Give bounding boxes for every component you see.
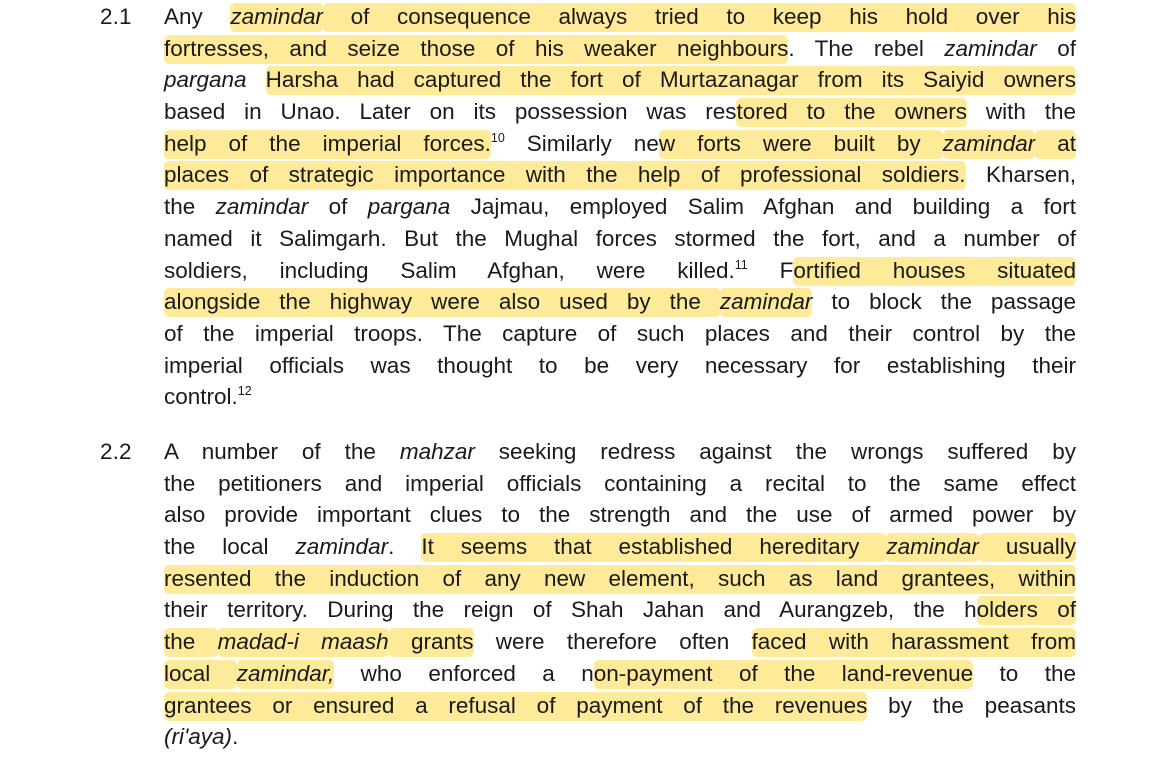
text-line: [164, 64, 1076, 96]
text-run: seeking redress against the wrongs suffered by: [474, 439, 1077, 464]
text-run: Jajmau, employed Salim Afghan and building a fort: [450, 194, 1076, 220]
highlight: [164, 692, 867, 721]
italic-term: zamindar: [295, 534, 389, 560]
text-run: It seems that established hereditary: [421, 534, 887, 560]
italic-term: zamindar: [719, 289, 813, 315]
italic-term: zamindar,: [236, 660, 335, 686]
text-line: [164, 690, 1076, 722]
text-line: [164, 223, 1076, 255]
highlight: [886, 533, 979, 562]
text-run: on-payment of the land-revenue: [593, 660, 974, 686]
text-run: imperial officials was thought to be very necessary for establishing their: [164, 352, 1076, 378]
paragraph-number: 2.2: [100, 439, 132, 464]
text-run: at: [1035, 130, 1076, 156]
text-run: their territory. During the reign of Shah Jahan and Aurangzeb, the h: [164, 597, 977, 623]
text-run: the local: [164, 534, 296, 560]
text-run: Any: [164, 4, 231, 29]
text-run: the petitioners and imperial officials containing a recital to the same effect: [164, 470, 1076, 496]
text-run: ortified houses situated: [793, 257, 1076, 283]
highlight: [421, 533, 886, 562]
text-run: soldiers, including Salim Afghan, were killed.: [164, 257, 735, 283]
text-run: [247, 67, 266, 92]
text-run: places of strategic importance with the help of professional soldiers.: [164, 162, 966, 188]
text-run: control.: [164, 384, 238, 410]
text-line: [164, 96, 1076, 128]
highlight: [164, 130, 491, 159]
text-line: [164, 159, 1076, 191]
text-line: [164, 626, 1076, 658]
text-line: [164, 531, 1076, 563]
text-run: were therefore often: [473, 629, 752, 655]
highlight: [594, 660, 973, 689]
text-line: [164, 381, 1076, 413]
text-run: also provide important clues to the strength and the use of armed power by: [164, 502, 1076, 528]
text-line: [164, 499, 1076, 531]
text-run: with the: [966, 99, 1077, 125]
text-line: [164, 191, 1076, 223]
footnote-marker: 12: [237, 384, 252, 399]
text-run: olders of: [976, 597, 1076, 623]
italic-term: zamindar: [886, 534, 979, 560]
text-run: by the peasants: [867, 692, 1076, 718]
text-run: F: [747, 257, 794, 283]
highlight: [237, 660, 335, 689]
text-run: of: [1036, 35, 1076, 61]
text-line: [164, 318, 1076, 350]
paragraph-body: [164, 436, 1076, 753]
text-line: [164, 128, 1076, 160]
text-line: [164, 468, 1076, 500]
highlight: [164, 628, 218, 657]
text-run: faced with harassment from: [751, 629, 1076, 655]
footnote-marker: 10: [490, 130, 505, 145]
highlight: [752, 628, 1076, 657]
text-run: fortresses, and seize those of his weaker neighbours: [164, 35, 789, 61]
text-run: help of the imperial forces.: [164, 130, 491, 156]
text-line: [164, 658, 1076, 690]
text-run: w forts were built by: [658, 130, 943, 156]
text-run: named it Salimgarh. But the Mughal forces stormed the fort, and a number of: [164, 225, 1076, 251]
highlight: [230, 3, 323, 32]
highlight: [389, 628, 474, 657]
highlight: [164, 565, 1076, 594]
text-run: the: [164, 194, 216, 220]
text-run: to block the passage: [812, 289, 1076, 315]
text-run: .: [388, 534, 422, 560]
text-run: of consequence always tried to keep his hold over his: [322, 4, 1076, 29]
text-line: [164, 563, 1076, 595]
text-run: grants: [388, 629, 474, 655]
highlight: [720, 288, 813, 317]
text-line: [164, 286, 1076, 318]
highlight: [659, 130, 943, 159]
italic-term: zamindar: [230, 4, 323, 29]
text-run: A number of the: [164, 439, 400, 464]
highlight: [164, 35, 788, 64]
text-run: Similarly ne: [504, 130, 659, 156]
italic-term: mahzar: [399, 439, 475, 464]
italic-term: pargana: [164, 67, 247, 93]
italic-term: pargana: [367, 194, 451, 220]
text-line: [164, 1, 1076, 33]
footnote-marker: 11: [734, 257, 748, 272]
text-run: local: [164, 660, 237, 686]
text-line: [164, 350, 1076, 382]
highlight: [736, 98, 966, 127]
text-line: [164, 436, 1076, 468]
highlight: [164, 288, 720, 317]
text-run: resented the induction of any new element, such as land grantees, within: [164, 565, 1076, 591]
italic-term: (ri'aya): [164, 724, 233, 750]
text-line: [164, 721, 1076, 753]
highlight: [943, 130, 1036, 159]
text-run: Harsha had captured the fort of Murtazanagar from its Saiyid owners: [265, 67, 1076, 93]
text-run: to the: [973, 660, 1077, 686]
paragraph-number: 2.1: [100, 4, 132, 29]
text-run: Kharsen,: [965, 162, 1076, 188]
text-line: [164, 255, 1076, 287]
text-run: .: [232, 724, 239, 750]
highlight: [793, 257, 1076, 286]
text-line: [164, 594, 1076, 626]
italic-term: zamindar: [942, 130, 1036, 156]
text-run: based in Unao. Later on its possession was res: [164, 99, 737, 125]
italic-term: zamindar: [944, 35, 1037, 61]
italic-term: madad-i maash: [217, 629, 389, 655]
text-run: tored to the owners: [736, 99, 967, 125]
highlight: [1035, 130, 1076, 159]
highlight: [218, 628, 389, 657]
text-run: usually: [978, 534, 1076, 560]
text-run: grantees or ensured a refusal of payment of the revenues: [164, 692, 868, 718]
highlight: [977, 596, 1076, 625]
text-run: alongside the highway were also used by the: [164, 289, 720, 315]
text-run: who enforced a n: [334, 660, 594, 686]
italic-term: zamindar: [215, 194, 309, 220]
paragraph-body: [164, 1, 1076, 413]
text-run: of the imperial troops. The capture of such places and their control by the: [164, 320, 1076, 346]
highlight: [164, 161, 966, 190]
text-run: of: [308, 194, 368, 220]
highlight: [323, 3, 1076, 32]
text-run: the: [164, 629, 218, 655]
highlight: [266, 66, 1076, 95]
text-run: . The rebel: [788, 35, 945, 61]
text-line: [164, 33, 1076, 65]
highlight: [979, 533, 1076, 562]
highlight: [164, 660, 237, 689]
